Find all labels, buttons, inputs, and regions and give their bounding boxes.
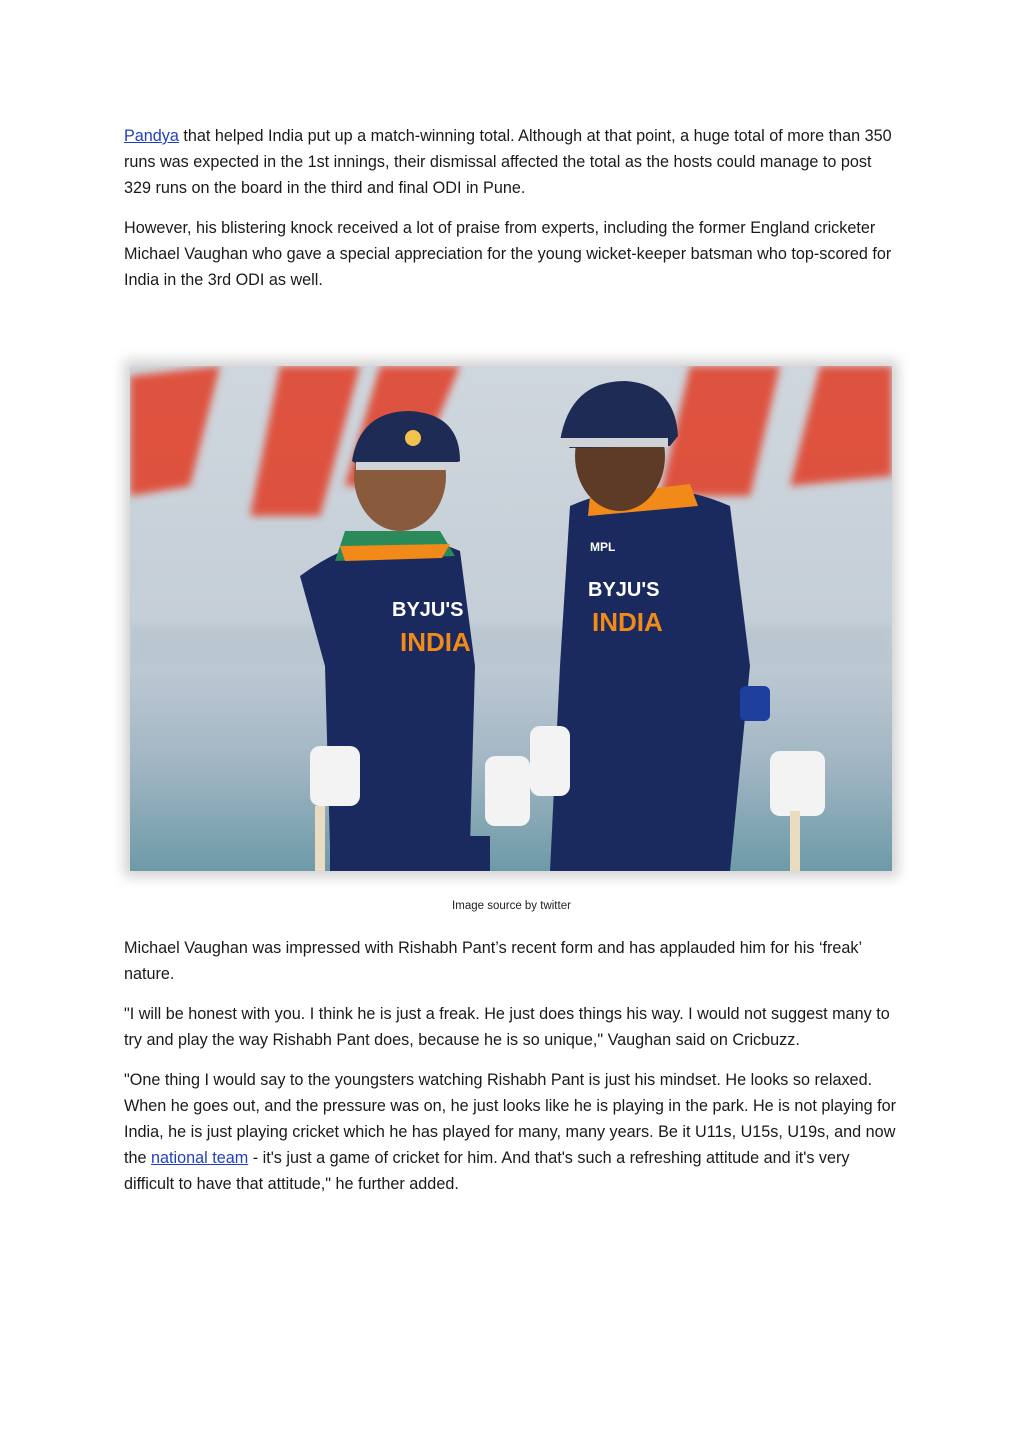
sponsor-right: MPL (590, 540, 616, 554)
paragraph-3: Michael Vaughan was impressed with Rishabh Pant’s recent form and has applauded him for his ‘freak’ nature. (124, 939, 862, 983)
cricketers-photo (130, 366, 892, 871)
paragraph-1-text: that helped India put up a match-winning total. Although at that point, a huge total of more than 350 runs was expected in the 1st innings, their dismissal affected the total as the hosts could manage to post 329 runs on the board in the third and final ODI in Pune. (124, 127, 892, 197)
jersey-team-right: INDIA (592, 607, 663, 637)
paragraph-1 (124, 123, 899, 201)
paragraph-5-text-before: "One thing I would say to the youngsters watching Rishabh Pant is just his mindset. He looks so relaxed. When he goes out, and the pressure was on, he just looks like he is playing in the park. He is not playing for India, he is just playing cricket which he has played for many, many years. Be it U11s, U15s, U19s, and now the (124, 1071, 897, 1167)
paragraph-5 (124, 1067, 899, 1197)
link-national-team[interactable]: national team (151, 1149, 249, 1167)
paragraph-4: "I will be honest with you. I think he is just a freak. He just does things his way. I would not suggest many to try and play the way Rishabh Pant does, because he is so unique," Vaughan said on Cricbuzz. (124, 1005, 890, 1049)
link-pandya[interactable]: Pandya (124, 127, 179, 145)
jersey-text-left: BYJU'S (392, 599, 464, 621)
image-caption: Image source by twitter (452, 900, 571, 912)
paragraph-2: However, his blistering knock received a lot of praise from experts, including the former England cricketer Michael Vaughan who gave a special appreciation for the young wicket-keeper batsman who top-scored for India in the 3rd ODI as well. (124, 219, 892, 289)
article-body (124, 123, 899, 307)
jersey-text-right: BYJU'S (588, 579, 660, 601)
jersey-team-left: INDIA (400, 627, 471, 657)
paragraph-5-text-after: - it's just a game of cricket for him. And that's such a refreshing attitude and it's very difficult to have that attitude," he further added. (124, 1149, 850, 1193)
article-body-continued (124, 935, 899, 1211)
article-photo (130, 366, 892, 871)
